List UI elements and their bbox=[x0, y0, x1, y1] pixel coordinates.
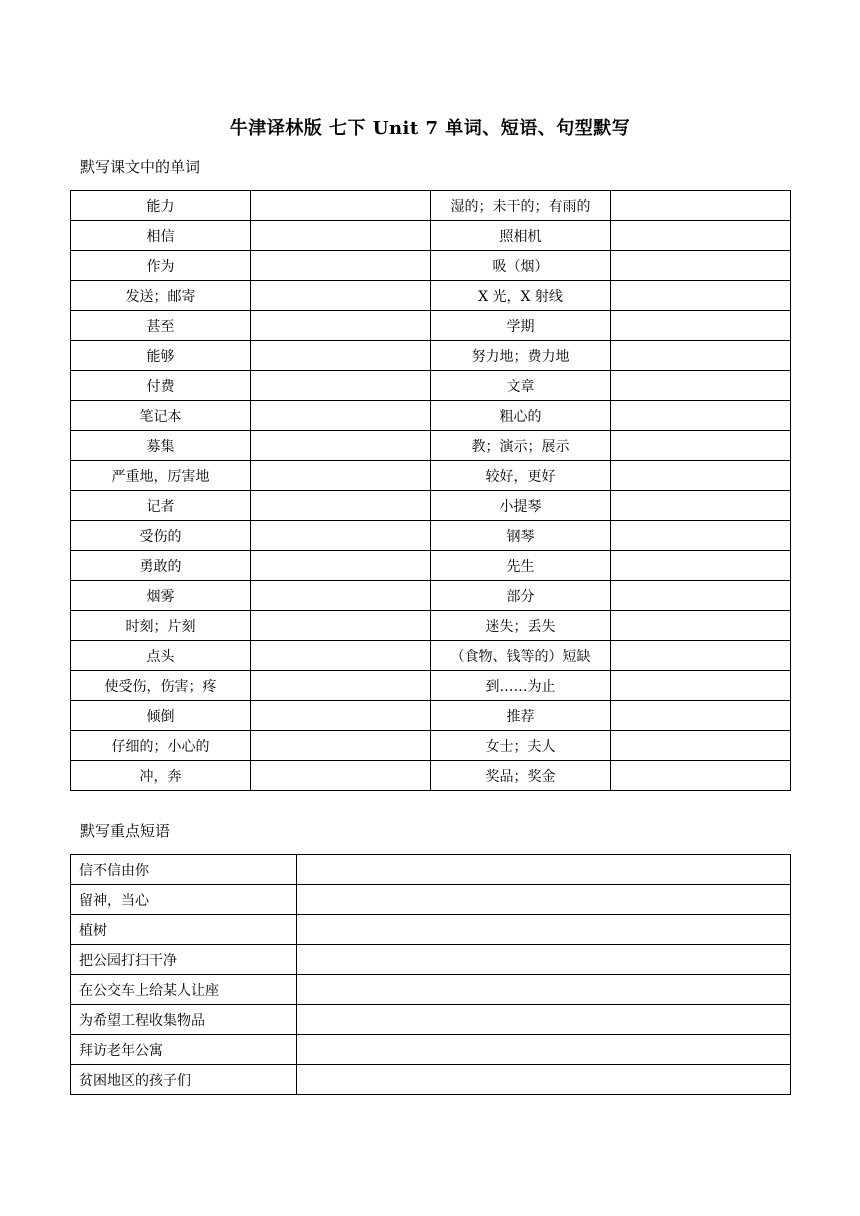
vocab-answer-right[interactable] bbox=[611, 641, 791, 671]
vocab-cn-left: 冲，奔 bbox=[71, 761, 251, 791]
vocab-row bbox=[71, 281, 791, 311]
vocab-row bbox=[71, 251, 791, 281]
vocab-cn-right: 教；演示；展示 bbox=[431, 431, 611, 461]
vocab-answer-left[interactable] bbox=[251, 341, 431, 371]
vocab-cn-left: 勇敢的 bbox=[71, 551, 251, 581]
vocab-row bbox=[71, 311, 791, 341]
vocab-cn-right: 小提琴 bbox=[431, 491, 611, 521]
vocab-answer-right[interactable] bbox=[611, 371, 791, 401]
vocab-section-label: 默写课文中的单词 bbox=[80, 158, 201, 176]
vocab-cn-right: 奖品；奖金 bbox=[431, 761, 611, 791]
phrase-cn: 把公园打扫干净 bbox=[71, 945, 297, 975]
vocab-answer-left[interactable] bbox=[251, 701, 431, 731]
vocab-answer-right[interactable] bbox=[611, 191, 791, 221]
vocab-cn-left: 仔细的；小心的 bbox=[71, 731, 251, 761]
vocab-cn-right: X 光，X 射线 bbox=[431, 281, 611, 311]
page-title: 牛津译林版 七下 Unit 7 单词、短语、句型默写 bbox=[229, 118, 631, 139]
vocab-answer-right[interactable] bbox=[611, 671, 791, 701]
vocab-answer-left[interactable] bbox=[251, 581, 431, 611]
vocab-answer-left[interactable] bbox=[251, 461, 431, 491]
vocab-answer-left[interactable] bbox=[251, 671, 431, 701]
vocab-row bbox=[71, 671, 791, 701]
vocab-cn-left: 能够 bbox=[71, 341, 251, 371]
vocab-answer-right[interactable] bbox=[611, 731, 791, 761]
vocab-answer-right[interactable] bbox=[611, 251, 791, 281]
vocab-cn-right: 吸（烟） bbox=[431, 251, 611, 281]
vocab-cn-left: 记者 bbox=[71, 491, 251, 521]
vocab-cn-right: 迷失；丢失 bbox=[431, 611, 611, 641]
vocab-answer-left[interactable] bbox=[251, 281, 431, 311]
phrase-answer[interactable] bbox=[297, 975, 791, 1005]
vocab-answer-right[interactable] bbox=[611, 281, 791, 311]
vocab-row bbox=[71, 761, 791, 791]
vocab-answer-left[interactable] bbox=[251, 521, 431, 551]
vocab-cn-right: 先生 bbox=[431, 551, 611, 581]
vocab-cn-right: 湿的；未干的；有雨的 bbox=[431, 191, 611, 221]
phrase-row bbox=[71, 1035, 791, 1065]
vocab-cn-left: 募集 bbox=[71, 431, 251, 461]
vocab-answer-right[interactable] bbox=[611, 611, 791, 641]
phrase-row bbox=[71, 855, 791, 885]
vocab-cn-left: 发送；邮寄 bbox=[71, 281, 251, 311]
vocab-answer-right[interactable] bbox=[611, 491, 791, 521]
vocab-answer-left[interactable] bbox=[251, 731, 431, 761]
vocab-cn-left: 烟雾 bbox=[71, 581, 251, 611]
vocab-cn-right: 粗心的 bbox=[431, 401, 611, 431]
vocab-cn-left: 作为 bbox=[71, 251, 251, 281]
vocab-row bbox=[71, 611, 791, 641]
phrase-row bbox=[71, 975, 791, 1005]
phrase-cn: 在公交车上给某人让座 bbox=[71, 975, 297, 1005]
vocab-cn-left: 笔记本 bbox=[71, 401, 251, 431]
vocab-answer-left[interactable] bbox=[251, 221, 431, 251]
phrase-cn: 信不信由你 bbox=[71, 855, 297, 885]
vocab-answer-left[interactable] bbox=[251, 551, 431, 581]
vocab-answer-right[interactable] bbox=[611, 341, 791, 371]
vocab-answer-left[interactable] bbox=[251, 401, 431, 431]
vocab-answer-left[interactable] bbox=[251, 191, 431, 221]
phrase-table bbox=[70, 854, 791, 1095]
vocab-row bbox=[71, 371, 791, 401]
vocab-row bbox=[71, 191, 791, 221]
phrase-answer[interactable] bbox=[297, 885, 791, 915]
vocab-row bbox=[71, 521, 791, 551]
vocab-answer-right[interactable] bbox=[611, 551, 791, 581]
vocab-cn-right: 推荐 bbox=[431, 701, 611, 731]
phrase-cn: 留神，当心 bbox=[71, 885, 297, 915]
phrase-cn: 为希望工程收集物品 bbox=[71, 1005, 297, 1035]
vocab-cn-left: 时刻；片刻 bbox=[71, 611, 251, 641]
vocab-row bbox=[71, 641, 791, 671]
vocab-row bbox=[71, 401, 791, 431]
vocab-cn-right: 文章 bbox=[431, 371, 611, 401]
vocab-cn-right: 钢琴 bbox=[431, 521, 611, 551]
phrase-answer[interactable] bbox=[297, 945, 791, 975]
vocab-row bbox=[71, 581, 791, 611]
vocab-cn-right: 到……为止 bbox=[431, 671, 611, 701]
vocab-answer-right[interactable] bbox=[611, 221, 791, 251]
vocab-cn-right: 学期 bbox=[431, 311, 611, 341]
vocab-row bbox=[71, 731, 791, 761]
vocab-cn-left: 相信 bbox=[71, 221, 251, 251]
phrase-answer[interactable] bbox=[297, 1035, 791, 1065]
vocab-answer-right[interactable] bbox=[611, 701, 791, 731]
vocab-table bbox=[70, 190, 791, 791]
vocab-cn-right: 较好，更好 bbox=[431, 461, 611, 491]
vocab-answer-right[interactable] bbox=[611, 431, 791, 461]
vocab-answer-left[interactable] bbox=[251, 641, 431, 671]
vocab-answer-right[interactable] bbox=[611, 311, 791, 341]
vocab-answer-left[interactable] bbox=[251, 251, 431, 281]
vocab-cn-left: 倾倒 bbox=[71, 701, 251, 731]
vocab-cn-right: 努力地；费力地 bbox=[431, 341, 611, 371]
vocab-row bbox=[71, 431, 791, 461]
vocab-row bbox=[71, 491, 791, 521]
vocab-cn-right: （食物、钱等的）短缺 bbox=[431, 641, 611, 671]
vocab-row bbox=[71, 701, 791, 731]
phrase-cn: 植树 bbox=[71, 915, 297, 945]
vocab-cn-left: 付费 bbox=[71, 371, 251, 401]
vocab-answer-left[interactable] bbox=[251, 311, 431, 341]
phrase-cn: 贫困地区的孩子们 bbox=[71, 1065, 297, 1095]
vocab-cn-left: 受伤的 bbox=[71, 521, 251, 551]
vocab-row bbox=[71, 341, 791, 371]
vocab-cn-left: 点头 bbox=[71, 641, 251, 671]
vocab-answer-left[interactable] bbox=[251, 371, 431, 401]
phrase-row bbox=[71, 1005, 791, 1035]
vocab-cn-left: 使受伤，伤害；疼 bbox=[71, 671, 251, 701]
vocab-cn-right: 女士；夫人 bbox=[431, 731, 611, 761]
phrase-answer[interactable] bbox=[297, 855, 791, 885]
vocab-cn-left: 能力 bbox=[71, 191, 251, 221]
phrase-cn: 拜访老年公寓 bbox=[71, 1035, 297, 1065]
vocab-answer-right[interactable] bbox=[611, 401, 791, 431]
vocab-answer-left[interactable] bbox=[251, 491, 431, 521]
vocab-answer-right[interactable] bbox=[611, 521, 791, 551]
vocab-row bbox=[71, 551, 791, 581]
vocab-row bbox=[71, 461, 791, 491]
vocab-answer-left[interactable] bbox=[251, 431, 431, 461]
vocab-answer-left[interactable] bbox=[251, 611, 431, 641]
vocab-row bbox=[71, 221, 791, 251]
vocab-cn-right: 部分 bbox=[431, 581, 611, 611]
vocab-answer-right[interactable] bbox=[611, 461, 791, 491]
vocab-answer-right[interactable] bbox=[611, 581, 791, 611]
phrase-answer[interactable] bbox=[297, 1005, 791, 1035]
phrase-answer[interactable] bbox=[297, 915, 791, 945]
vocab-answer-right[interactable] bbox=[611, 761, 791, 791]
phrase-row bbox=[71, 915, 791, 945]
vocab-cn-right: 照相机 bbox=[431, 221, 611, 251]
phrase-row bbox=[71, 885, 791, 915]
vocab-answer-left[interactable] bbox=[251, 761, 431, 791]
phrase-row bbox=[71, 945, 791, 975]
phrase-section-label: 默写重点短语 bbox=[80, 822, 171, 840]
vocab-cn-left: 甚至 bbox=[71, 311, 251, 341]
phrase-row bbox=[71, 1065, 791, 1095]
phrase-answer[interactable] bbox=[297, 1065, 791, 1095]
vocab-cn-left: 严重地，厉害地 bbox=[71, 461, 251, 491]
